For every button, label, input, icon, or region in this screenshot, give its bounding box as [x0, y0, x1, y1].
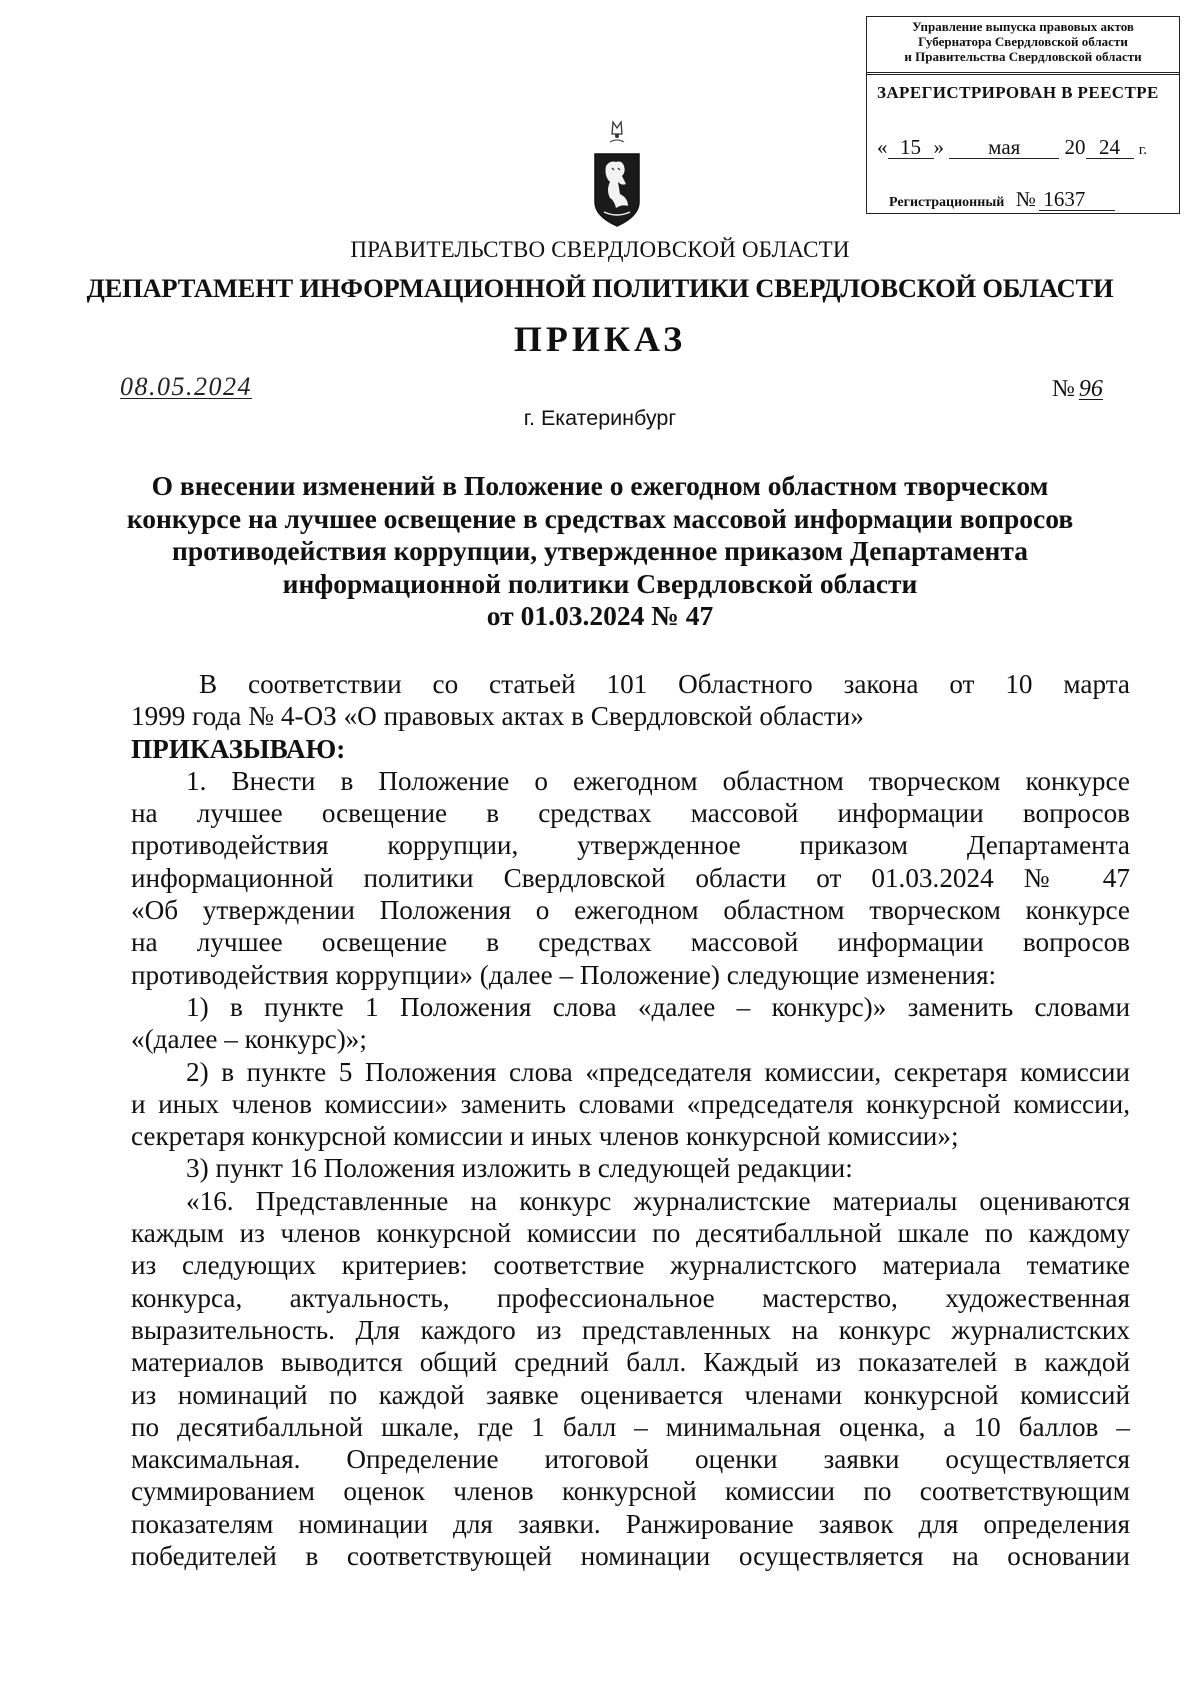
order-number-handwritten: 96	[1078, 376, 1103, 402]
item1-line: «Об утверждении Положения о ежегодном областном творческом конкурсе	[131, 895, 1130, 926]
subitem2-line: 2) в пункте 5 Положения слова «председателя комиссии, секретаря комиссии	[186, 1056, 1130, 1087]
subitem1-line: «(далее – конкурс)»;	[131, 1024, 367, 1055]
order-body	[131, 668, 1130, 1572]
stamp-quote-open: «	[877, 135, 888, 159]
paragraph16-line: из следующих критериев: соответствие журналистского материала тематике	[131, 1250, 1130, 1281]
paragraph16-line: выразительность. Для каждого из представленных на конкурс журналистских	[131, 1314, 1130, 1345]
preamble-line: В соответствии со статьей 101 Областного закона от 10 марта	[199, 669, 1130, 699]
subject-line: от 01.03.2024 № 47	[486, 600, 714, 631]
stamp-registered-label: ЗАРЕГИСТРИРОВАН В РЕЕСТРЕ	[877, 83, 1159, 102]
paragraph16-line: максимальная. Определение итоговой оценки заявки осуществляется	[131, 1444, 1130, 1475]
stamp-header-line: и Правительства Свердловской области	[904, 49, 1142, 64]
item1-line: информационной политики Свердловской области от 01.03.2024 № 47	[131, 862, 1130, 893]
stamp-reg-label: Регистрационный	[889, 195, 1005, 210]
paragraph16-line: показателям номинации для заявки. Ранжирование заявок для определения	[131, 1508, 1130, 1539]
stamp-day: 15	[888, 136, 934, 159]
item1-line: на лучшее освещение в средствах массовой информации вопросов	[131, 798, 1130, 829]
subitem2-line: и иных членов комиссии» заменить словами «председателя конкурсной комиссии,	[131, 1088, 1130, 1119]
subitem1-line: 1) в пункте 1 Положения слова «далее – конкурс)» заменить словами	[186, 991, 1130, 1022]
order-subject	[100, 470, 1100, 633]
stamp-header-line: Управление выпуска правовых актов	[912, 19, 1134, 34]
item1-line: 1. Внести в Положение о ежегодном областном творческом конкурсе	[186, 765, 1130, 796]
stamp-divider	[867, 72, 1179, 75]
subject-line: информационной политики Свердловской области	[282, 567, 918, 599]
stamp-reg-number: 1637	[1039, 188, 1115, 211]
department-name: ДЕПАРТАМЕНТ ИНФОРМАЦИОННОЙ ПОЛИТИКИ СВЕРДЛОВСКОЙ ОБЛАСТИ	[86, 273, 1114, 303]
preamble-line: 1999 года № 4-ОЗ «О правовых актах в Свердловской области»	[131, 701, 864, 732]
paragraph16-line: по десятибалльной шкале, где 1 балл – минимальная оценка, а 10 баллов –	[131, 1411, 1130, 1442]
stamp-year-mark: г.	[1138, 142, 1147, 158]
subject-line: О внесении изменений в Положение о ежегодном областном творческом	[151, 470, 1049, 501]
subitem2-line: секретаря конкурсной комиссии и иных членов конкурсной комиссии»;	[131, 1121, 959, 1152]
item1-line: противодействия коррупции» (далее – Положение) следующие изменения:	[131, 959, 997, 990]
paragraph16-line: каждым из членов конкурсной комиссии по десятибалльной шкале по каждому	[131, 1218, 1130, 1249]
document-type-title: ПРИКАЗ	[513, 319, 687, 359]
paragraph16-line: материалов выводится общий средний балл. Каждый из показателей в каждой	[131, 1347, 1130, 1378]
stamp-registration-number	[889, 187, 1115, 212]
paragraph16-line: из номинаций по каждой заявке оценивается членами конкурсной комиссий	[131, 1379, 1130, 1410]
stamp-month: мая	[949, 136, 1059, 159]
paragraph16-line: суммированием оценок членов конкурсной комиссии по соответствующим	[131, 1476, 1130, 1507]
stamp-year-prefix: 20	[1064, 135, 1086, 159]
paragraph16-line: конкурса, актуальность, профессиональное мастерство, художественная	[131, 1282, 1130, 1313]
paragraph16-line: «16. Представленные на конкурс журналистские материалы оцениваются	[186, 1185, 1130, 1216]
government-name: ПРАВИТЕЛЬСТВО СВЕРДЛОВСКОЙ ОБЛАСТИ	[350, 237, 850, 262]
city-line: г. Екатеринбург	[523, 406, 677, 430]
handwritten-date: 08.05.2024	[120, 372, 252, 401]
stamp-quote-close: »	[933, 135, 944, 159]
subitem3-line: 3) пункт 16 Положения изложить в следующей редакции:	[186, 1153, 853, 1184]
stamp-date	[877, 135, 1147, 160]
stamp-reg-no-sign: №	[1015, 187, 1036, 211]
stamp-year-suffix: 24	[1086, 136, 1134, 159]
item1-line: на лучшее освещение в средствах массовой информации вопросов	[131, 927, 1130, 958]
order-number-sign: №	[1052, 376, 1075, 402]
stamp-header	[867, 17, 1179, 64]
subject-line: противодействия коррупции, утвержденное приказом Департамента	[172, 535, 1028, 566]
order-number	[1052, 376, 1103, 403]
subject-line: конкурсе на лучшее освещение в средствах массовой информации вопросов	[126, 502, 1074, 534]
order-word: ПРИКАЗЫВАЮ:	[131, 733, 346, 764]
coat-of-arms-icon	[592, 120, 642, 232]
stamp-header-line: Губернатора Свердловской области	[918, 34, 1128, 49]
item1-line: противодействия коррупции, утвержденное приказом Департамента	[131, 830, 1130, 861]
paragraph16-line: победителей в соответствующей номинации осуществляется на основании	[131, 1541, 1130, 1572]
registration-stamp	[866, 16, 1180, 214]
